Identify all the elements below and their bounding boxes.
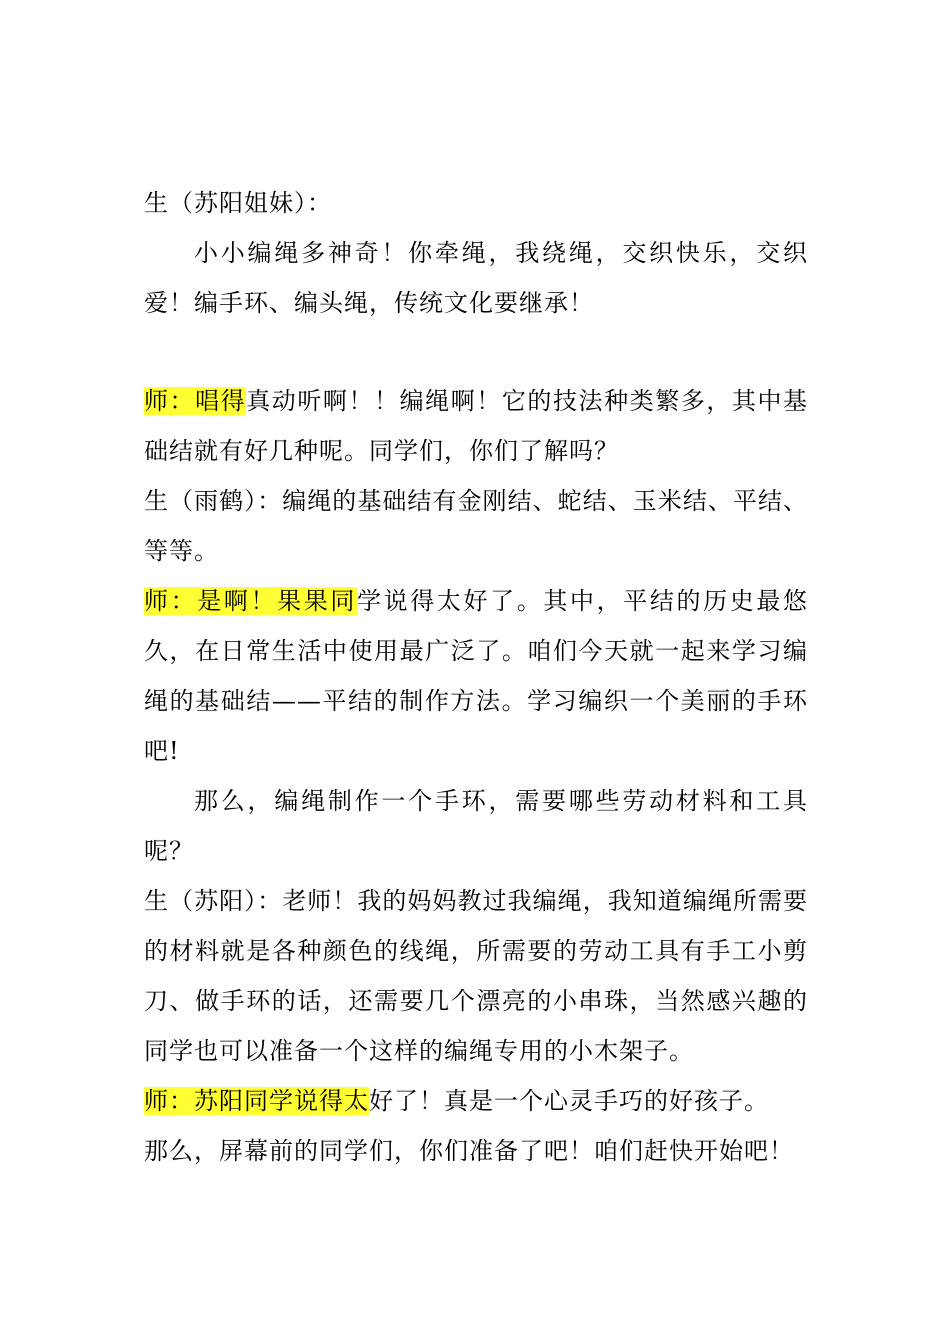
paragraph-spacer <box>144 328 808 376</box>
teacher-line-3 <box>144 1076 808 1126</box>
teacher-line-2 <box>144 576 808 776</box>
speaker-line-students: 生（苏阳姐妹）： <box>144 189 332 217</box>
teacher-line-1 <box>144 376 808 476</box>
highlighted-text: 师：唱得 <box>144 387 247 415</box>
teacher-line-text: 好了！真是一个心灵手巧的好孩子。 <box>369 1087 769 1115</box>
teacher-question-paragraph: 那么，编绳制作一个手环，需要哪些劳动材料和工具呢？ <box>144 787 808 865</box>
teacher-line-text: 真动听啊！！编绳啊！它的技法种类繁多，其中基础结就有好几种呢。同学们，你们了解吗？ <box>144 387 809 465</box>
highlighted-text: 师：是啊！果果同 <box>144 587 357 615</box>
closing-line: 那么，屏幕前的同学们，你们准备了吧！咱们赶快开始吧！ <box>144 1137 794 1165</box>
student-line-suyang: 生（苏阳）：老师！我的妈妈教过我编绳，我知道编绳所需要的材料就是各种颜色的线绳，所需要的劳动工具有手工小剪刀、做手环的话，还需要几个漂亮的小串珠，当然感兴趣的同学也可以准备一个这样的编绳专用的小木架子。 <box>144 887 808 1065</box>
document-body <box>144 178 808 1176</box>
highlighted-text: 师：苏阳同学说得太 <box>144 1087 369 1115</box>
student-chant-paragraph: 小小编绳多神奇！你牵绳，我绕绳，交织快乐，交织爱！编手环、编头绳，传统文化要继承！ <box>144 239 808 317</box>
teacher-line-text: 学说得太好了。其中，平结的历史最悠久，在日常生活中使用最广泛了。咱们今天就一起来学习编绳的基础结——平结的制作方法。学习编织一个美丽的手环吧! <box>144 587 808 765</box>
student-line-yuhe: 生（雨鹤）：编绳的基础结有金刚结、蛇结、玉米结、平结、等等。 <box>144 487 808 565</box>
